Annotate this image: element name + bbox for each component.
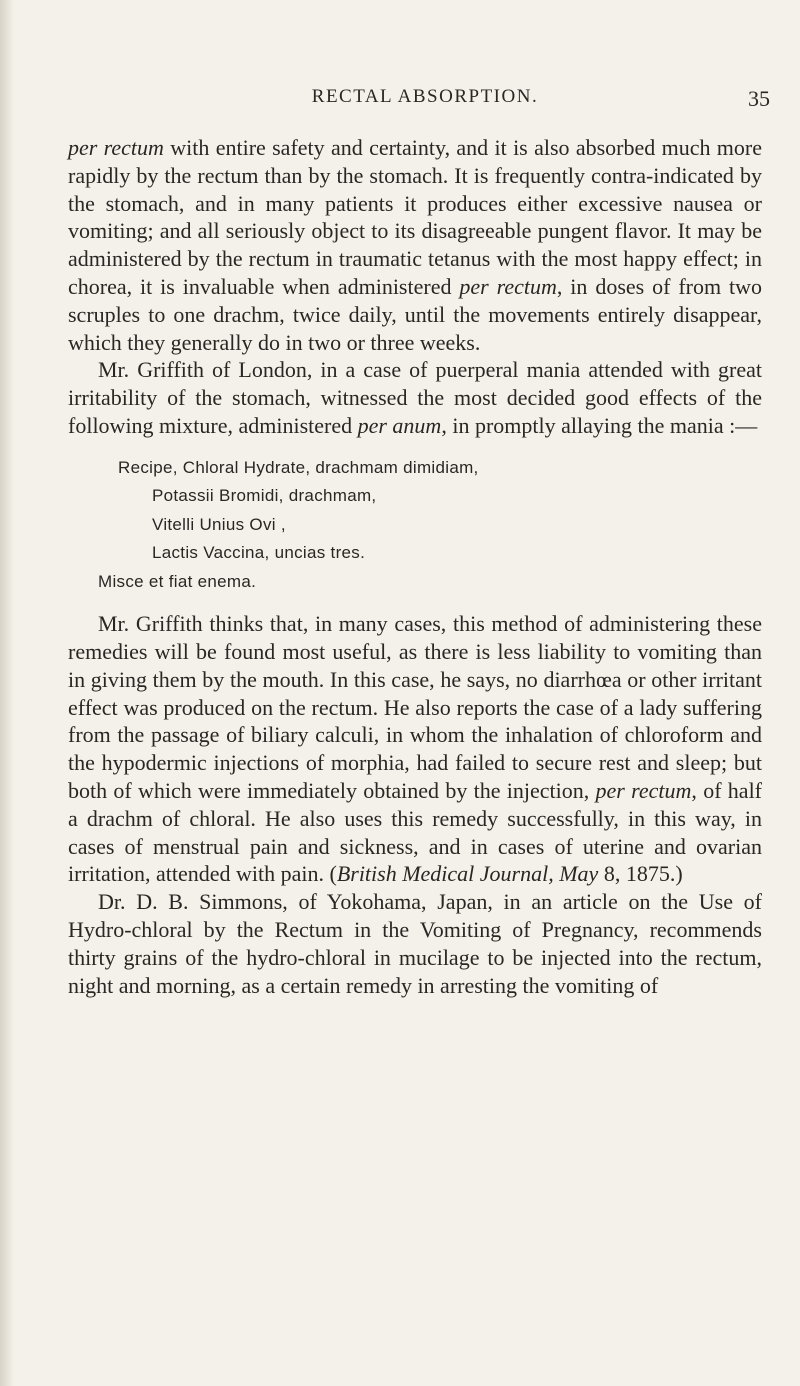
page-number: 35 — [748, 86, 770, 111]
recipe-block — [68, 454, 762, 597]
text-run: , in promptly allaying the mania :— — [441, 412, 758, 438]
running-head: RECTAL ABSORPTION. — [311, 86, 539, 107]
recipe-line: Potassii Bromidi, drachmam, — [152, 486, 377, 506]
recipe-line: Misce et fiat enema. — [98, 571, 257, 591]
italic-phrase: per rectum — [595, 778, 692, 804]
paragraph — [68, 888, 762, 999]
citation-title: British Medical Journal, May — [336, 861, 599, 887]
italic-phrase: per anum — [357, 412, 442, 438]
text-run: with entire safety and certainty, and it is also absorbed much more rapidly by the rectum than by the stomach. It is frequently contra-indicated by the stomach, and in many patients it produces either excessive nausea or vomiting; and all seriously object to its disagreeable pungent flavor. It may be administered by the rectum in traumatic tetanus with the most happy effect; in chorea, it is invaluable when administered — [68, 135, 762, 299]
binding-shadow — [0, 0, 14, 1386]
paragraph — [68, 610, 762, 888]
italic-phrase: per rectum — [68, 135, 164, 160]
recipe-line: Recipe, Chloral Hydrate, drachmam dimidiam, — [118, 457, 479, 477]
page-header — [80, 86, 770, 114]
italic-phrase: per rectum — [459, 273, 557, 299]
text-run: Mr. Griffith thinks that, in many cases, this method of administering these remedies will be found most useful, as there is less liability to vomiting than in giving them by the mouth. In this case, he says, no diarrhœa or other irritant effect was produced on the rectum. He also reports the case of a lady suffering from the passage of biliary calculi, in whom the inhalation of chloroform and the hypodermic injections of morphia, had failed to secure rest and sleep; but both of which were immediately obtained by the injection, — [68, 611, 762, 804]
recipe-line: Vitelli Unius Ovi , — [152, 514, 286, 534]
body-text — [68, 134, 762, 999]
paragraph — [68, 134, 762, 356]
recipe-line: Lactis Vaccina, uncias tres. — [152, 543, 366, 563]
paragraph — [68, 356, 762, 439]
text-run: 8, 1875.) — [598, 861, 683, 887]
text-run: , of half a drachm of chloral. He also uses this remedy successfully, in this way, in cases of menstrual pain and sickness, and in cases of uterine and ovarian irritation, attended with pain. ( — [68, 778, 763, 887]
text-run: Mr. Griffith of London, in a case of puerperal mania attended with great irritability of the stomach, witnessed the most decided good effects of the following mixture, administered — [68, 357, 762, 438]
text-run: Dr. D. B. Simmons, of Yokohama, Japan, in an article on the Use of Hydro-chloral by the Rectum in the Vomiting of Pregnancy, recommends thirty grains of the hydro-chloral in mucilage to be injected into the rectum, night and morning, as a certain remedy in arresting the vomiting of — [68, 889, 762, 998]
text-run: , in doses of from two scruples to one drachm, twice daily, until the movements entirely disappear, which they generally do in two or three weeks. — [68, 273, 763, 355]
